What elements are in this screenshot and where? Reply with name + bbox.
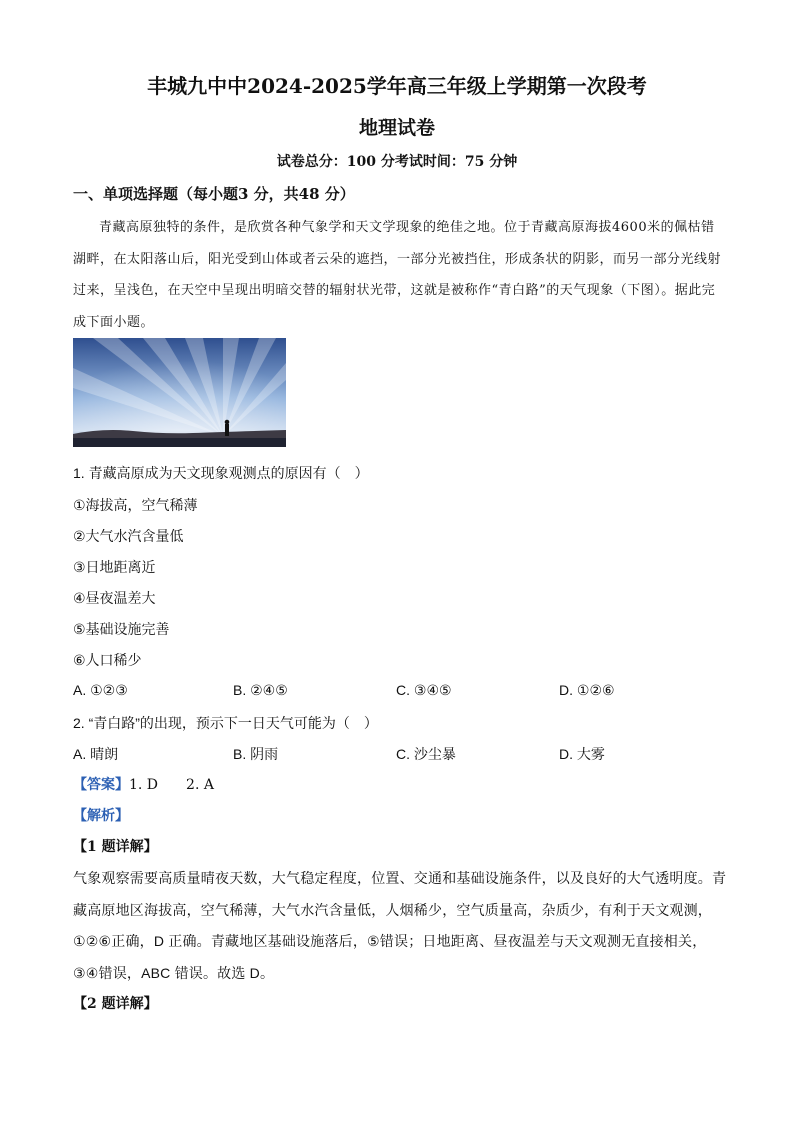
q1-item-5: ⑤基础设施完善 (73, 621, 170, 637)
q1-item-1: ①海拔高，空气稀薄 (73, 497, 198, 513)
section-heading: 一、单项选择题（每小题3 分，共48 分） (73, 185, 355, 203)
q2-options (73, 744, 733, 764)
q1-item-4: ④昼夜温差大 (73, 590, 156, 606)
exam-meta: 试卷总分：100 分考试时间：75 分钟 (276, 154, 518, 170)
q1-option-c[interactable]: C. ③④⑤ (396, 682, 452, 698)
q1-item-2: ②大气水汽含量低 (73, 528, 184, 544)
analysis-tag: 【解析】 (73, 807, 129, 823)
answer-tag: 【答案】 (73, 777, 129, 793)
analysis-line: ①②⑥正确，D 正确。青藏地区基础设施落后，⑤错误；日地距离、昼夜温差与天文观测无直接相关， (73, 933, 707, 949)
q2-option-c[interactable]: C. 沙尘暴 (396, 746, 456, 762)
exam-title: 丰城九中中2024-2025学年高三年级上学期第一次段考 (147, 74, 647, 98)
crepuscular-rays-photo (73, 338, 286, 447)
q2-option-b[interactable]: B. 阴雨 (233, 746, 279, 762)
q1-analysis-text (73, 863, 727, 989)
question-1-stem: 1. 青藏高原成为天文现象观测点的原因有（ ） (73, 465, 369, 481)
answer-text: 1. D 2. A (129, 777, 214, 793)
analysis-line: 气象观察需要高质量晴夜天数，大气稳定程度，位置、交通和基础设施条件，以及良好的大气透明度。青 (73, 870, 727, 886)
analysis-line: ③④错误，ABC 错误。故选 D。 (73, 964, 275, 981)
q1-option-b[interactable]: B. ②④⑤ (233, 682, 288, 698)
q2-option-a[interactable]: A. 晴朗 (73, 746, 119, 762)
q1-option-a[interactable]: A. ①②③ (73, 682, 128, 698)
reading-passage: 青藏高原独特的条件，是欣赏各种气象学和天文学现象的绝佳之地。位于青藏高原海拔4600米的佩枯错湖畔，在太阳落山后，阳光受到山体或者云朵的遮挡，一部分光被挡住，形成条状的阴影，而另一部分光线射过来，呈浅色，在天空中呈现出明暗交替的辐射状光带，这就是被称作“青白路”的天气现象（下图）。据此完成下面小题。 (73, 220, 722, 330)
q2-analysis-heading: 【2 题详解】 (73, 996, 158, 1012)
q1-analysis-heading: 【1 题详解】 (73, 839, 158, 855)
q1-item-3: ③日地距离近 (73, 559, 156, 575)
q2-option-d[interactable]: D. 大雾 (559, 746, 605, 762)
q1-options (73, 682, 733, 702)
q1-item-6: ⑥人口稀少 (73, 652, 142, 668)
exam-subject: 地理试卷 (358, 117, 435, 139)
question-2-stem: 2. “青白路”的出现，预示下一日天气可能为（ ） (73, 715, 378, 731)
analysis-line: 藏高原地区海拔高，空气稀薄，大气水汽含量低，人烟稀少，空气质量高，杂质少，有利于天文观测， (73, 901, 712, 918)
q1-option-d[interactable]: D. ①②⑥ (559, 682, 615, 698)
answer-line (73, 774, 214, 794)
